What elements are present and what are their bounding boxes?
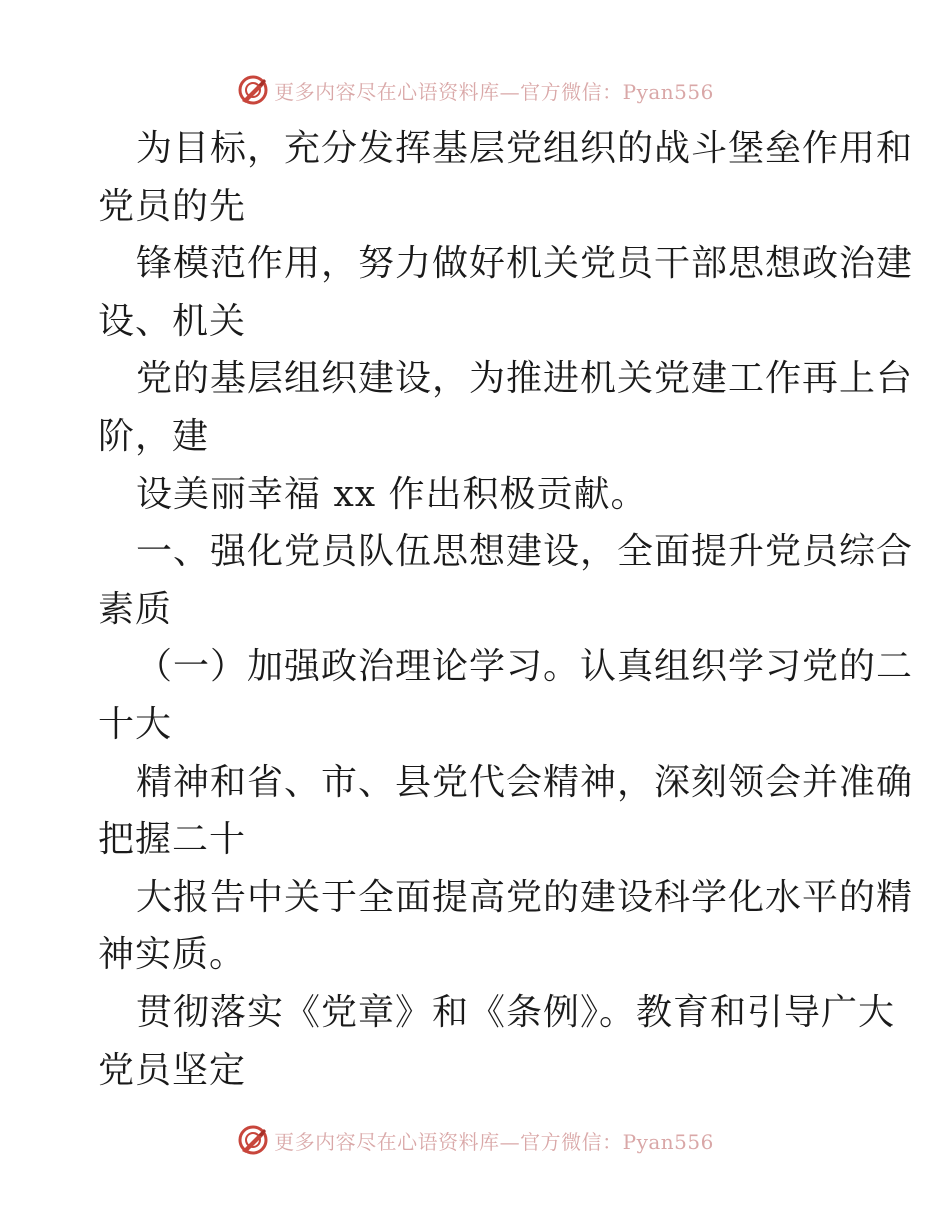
footer-banner [0,1120,950,1160]
red-circular-pen-logo-icon [236,1123,270,1157]
text-line: 设美丽幸福 xx 作出积极贡献。 [136,473,648,515]
text-line: 党员坚定 [98,1049,247,1091]
text-line: 锋模范作用，努力做好机关党员干部思想政治建 [136,243,914,285]
text-line: 把握二十 [98,819,247,861]
body-text [98,120,914,1099]
text-line: 设、机关 [98,300,247,342]
section-heading: 一、强化党员队伍思想建设，全面提升党员综合 [136,531,914,573]
text-line: 为目标，充分发挥基层党组织的战斗堡垒作用和 [136,128,914,169]
text-line: 阶，建 [98,415,210,457]
text-line: 神实质。 [98,934,247,976]
text-line: 党的基层组织建设，为推进机关党建工作再上台 [136,358,914,400]
footer-banner-text: 更多内容尽在心语资料库—官方微信：Pyan556 [274,1129,714,1154]
text-line: 党员的先 [98,185,247,227]
subsection-heading: （一）加强政治理论学习。认真组织学习党的二 [136,646,914,688]
red-circular-pen-logo-icon [236,73,270,107]
text-line: 十大 [98,703,173,745]
text-line: 大报告中关于全面提高党的建设科学化水平的精 [136,876,914,918]
text-line: 精神和省、市、县党代会精神，深刻领会并准确 [136,761,914,803]
header-banner-text: 更多内容尽在心语资料库—官方微信：Pyan556 [274,79,714,104]
header-banner [0,70,950,110]
text-line: 贯彻落实《党章》和《条例》。教育和引导广大 [136,991,896,1033]
text-line: 素质 [98,588,173,630]
